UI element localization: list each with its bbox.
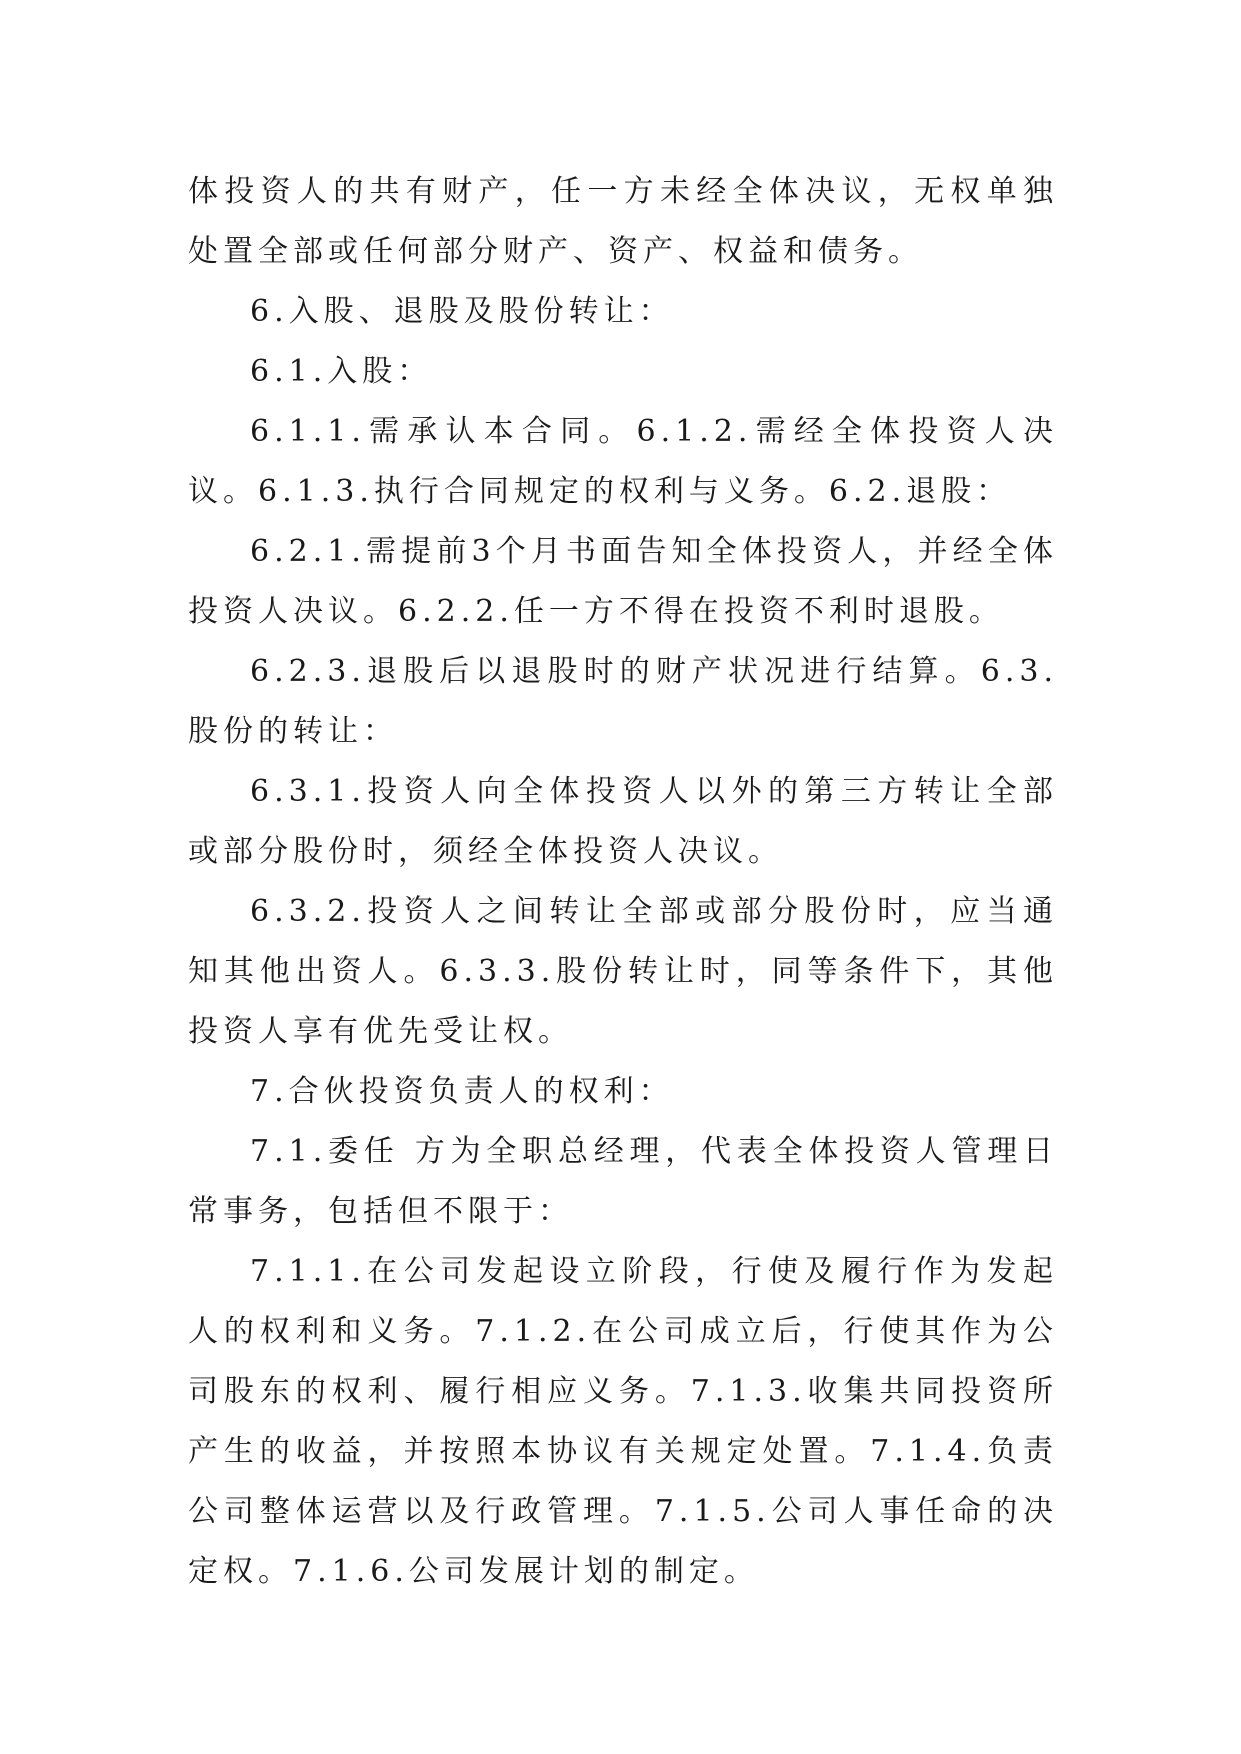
paragraph-5: 6.2.1.需提前3个月书面告知全体投资人，并经全体投资人决议。6.2.2.任一方不得在投资不利时退股。 — [188, 534, 1058, 629]
paragraph-9: 7.合伙投资负责人的权利： — [250, 1074, 674, 1109]
document-body — [188, 162, 1058, 1602]
paragraph-4: 6.1.1.需承认本合同。6.1.2.需经全体投资人决议。6.1.3.执行合同规定的权利与义务。6.2.退股： — [188, 414, 1058, 509]
paragraph-3: 6.1.入股： — [250, 354, 433, 389]
paragraph-6: 6.2.3.退股后以退股时的财产状况进行结算。6.3.股份的转让： — [188, 654, 1058, 749]
paragraph-8: 6.3.2.投资人之间转让全部或部分股份时，应当通知其他出资人。6.3.3.股份转让时，同等条件下，其他投资人享有优先受让权。 — [188, 894, 1058, 1049]
paragraph-10: 7.1.委任 方为全职总经理，代表全体投资人管理日常事务，包括但不限于： — [188, 1134, 1058, 1229]
paragraph-2: 6.入股、退股及股份转让： — [250, 294, 674, 329]
paragraph-11: 7.1.1.在公司发起设立阶段，行使及履行作为发起人的权利和义务。7.1.2.在公司成立后，行使其作为公司股东的权利、履行相应义务。7.1.3.收集共同投资所产生的收益，并按照本协议有关规定处置。7.1.4.负责公司整体运营以及行政管理。7.1.5.公司人事任命的决定权。7.1.6.公司发展计划的制定。 — [188, 1254, 1058, 1589]
paragraph-1: 体投资人的共有财产，任一方未经全体决议，无权单独处置全部或任何部分财产、资产、权益和债务。 — [188, 174, 1058, 269]
paragraph-7: 6.3.1.投资人向全体投资人以外的第三方转让全部或部分股份时，须经全体投资人决议。 — [188, 774, 1058, 869]
